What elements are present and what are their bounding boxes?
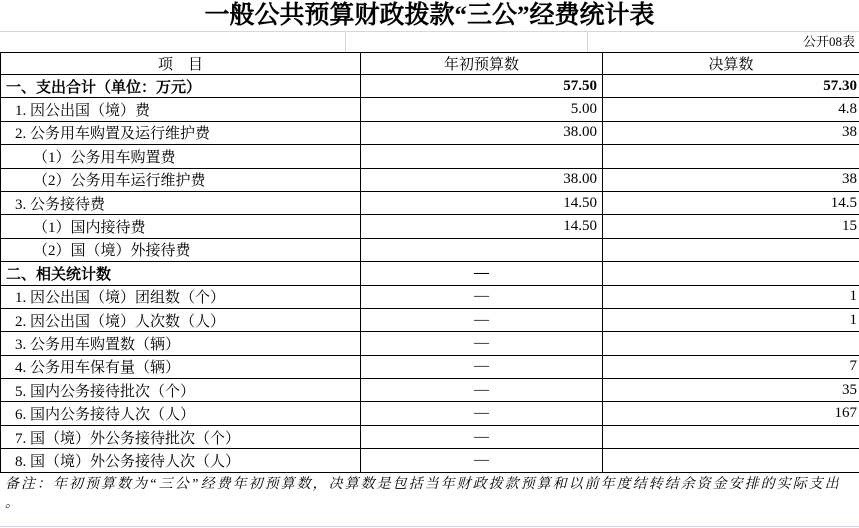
budget-value: [361, 238, 603, 261]
final-value: [603, 145, 859, 168]
final-value: 15: [603, 215, 859, 238]
table-row: [1, 355, 859, 378]
table-row: [1, 145, 859, 168]
row-label: （2）公务用车运行维护费: [1, 168, 361, 191]
row-label: 3. 公务接待费: [1, 191, 361, 214]
gridline-vertical: [587, 32, 588, 52]
gridline-horizontal: [0, 526, 859, 527]
footnote-line-1: 备注：年初预算数为“三公”经费年初预算数，决算数是包括当年财政拨款预算和以前年度结转结余资金安排的实际支出: [5, 476, 841, 492]
budget-value: 57.50: [361, 75, 603, 98]
table-row: [1, 121, 859, 144]
table-row: [1, 168, 859, 191]
budget-value: —: [361, 308, 603, 331]
row-label: 6. 国内公务接待人次（人）: [1, 402, 361, 425]
table-row: [1, 238, 859, 261]
table-row: [1, 332, 859, 355]
table-row: [1, 425, 859, 448]
row-label: 2. 因公出国（境）人次数（人）: [1, 308, 361, 331]
final-value: [603, 425, 859, 448]
budget-value: 14.50: [361, 191, 603, 214]
table-row: [1, 262, 859, 285]
table-row: [1, 285, 859, 308]
final-value: 57.30: [603, 75, 859, 98]
row-label: 1. 因公出国（境）团组数（个）: [1, 285, 361, 308]
final-value: [603, 262, 859, 285]
footnote: [0, 473, 859, 511]
page-title: 一般公共预算财政拨款“三公”经费统计表: [0, 0, 859, 32]
table-row: [1, 75, 859, 98]
budget-value: —: [361, 332, 603, 355]
header-row: [1, 53, 859, 75]
table-row: [1, 215, 859, 238]
budget-value: —: [361, 449, 603, 472]
final-value: 35: [603, 379, 859, 402]
table-row: [1, 191, 859, 214]
table-row: [1, 449, 859, 472]
final-value: [603, 449, 859, 472]
table-row: [1, 98, 859, 121]
final-value: 7: [603, 355, 859, 378]
row-label: 7. 国（境）外公务接待批次（个）: [1, 425, 361, 448]
row-label: （1）国内接待费: [1, 215, 361, 238]
table-row: [1, 402, 859, 425]
budget-value: 38.00: [361, 121, 603, 144]
table-row: [1, 308, 859, 331]
budget-value: —: [361, 262, 603, 285]
column-header-final: 决算数: [603, 53, 859, 75]
final-value: 4.8: [603, 98, 859, 121]
column-header-budget: 年初预算数: [361, 53, 603, 75]
budget-value: [361, 145, 603, 168]
budget-value: —: [361, 425, 603, 448]
final-value: 14.5: [603, 191, 859, 214]
table-code-row: [0, 32, 859, 52]
row-label: 3. 公务用车购置数（辆）: [1, 332, 361, 355]
row-label: 4. 公务用车保有量（辆）: [1, 355, 361, 378]
final-value: [603, 238, 859, 261]
budget-value: 14.50: [361, 215, 603, 238]
table-code-label: 公开08表: [802, 34, 855, 49]
row-label: 2. 公务用车购置及运行维护费: [1, 121, 361, 144]
budget-value: —: [361, 402, 603, 425]
gridline-vertical: [345, 32, 346, 52]
final-value: 1: [603, 285, 859, 308]
final-value: [603, 332, 859, 355]
footnote-line-2: 。: [5, 495, 21, 511]
table-body: [1, 75, 859, 473]
row-label: 二、相关统计数: [1, 262, 361, 285]
budget-value: —: [361, 379, 603, 402]
row-label: （1）公务用车购置费: [1, 145, 361, 168]
final-value: 1: [603, 308, 859, 331]
budget-value: —: [361, 285, 603, 308]
statistics-table: [0, 52, 859, 473]
column-header-item: 项 目: [1, 53, 361, 75]
table-row: [1, 379, 859, 402]
final-value: 38: [603, 168, 859, 191]
row-label: 1. 因公出国（境）费: [1, 98, 361, 121]
budget-value: 38.00: [361, 168, 603, 191]
row-label: 5. 国内公务接待批次（个）: [1, 379, 361, 402]
row-label: （2）国（境）外接待费: [1, 238, 361, 261]
row-label: 一、支出合计（单位：万元）: [1, 75, 361, 98]
final-value: 38: [603, 121, 859, 144]
row-label: 8. 国（境）外公务接待人次（人）: [1, 449, 361, 472]
budget-value: 5.00: [361, 98, 603, 121]
budget-value: —: [361, 355, 603, 378]
final-value: 167: [603, 402, 859, 425]
